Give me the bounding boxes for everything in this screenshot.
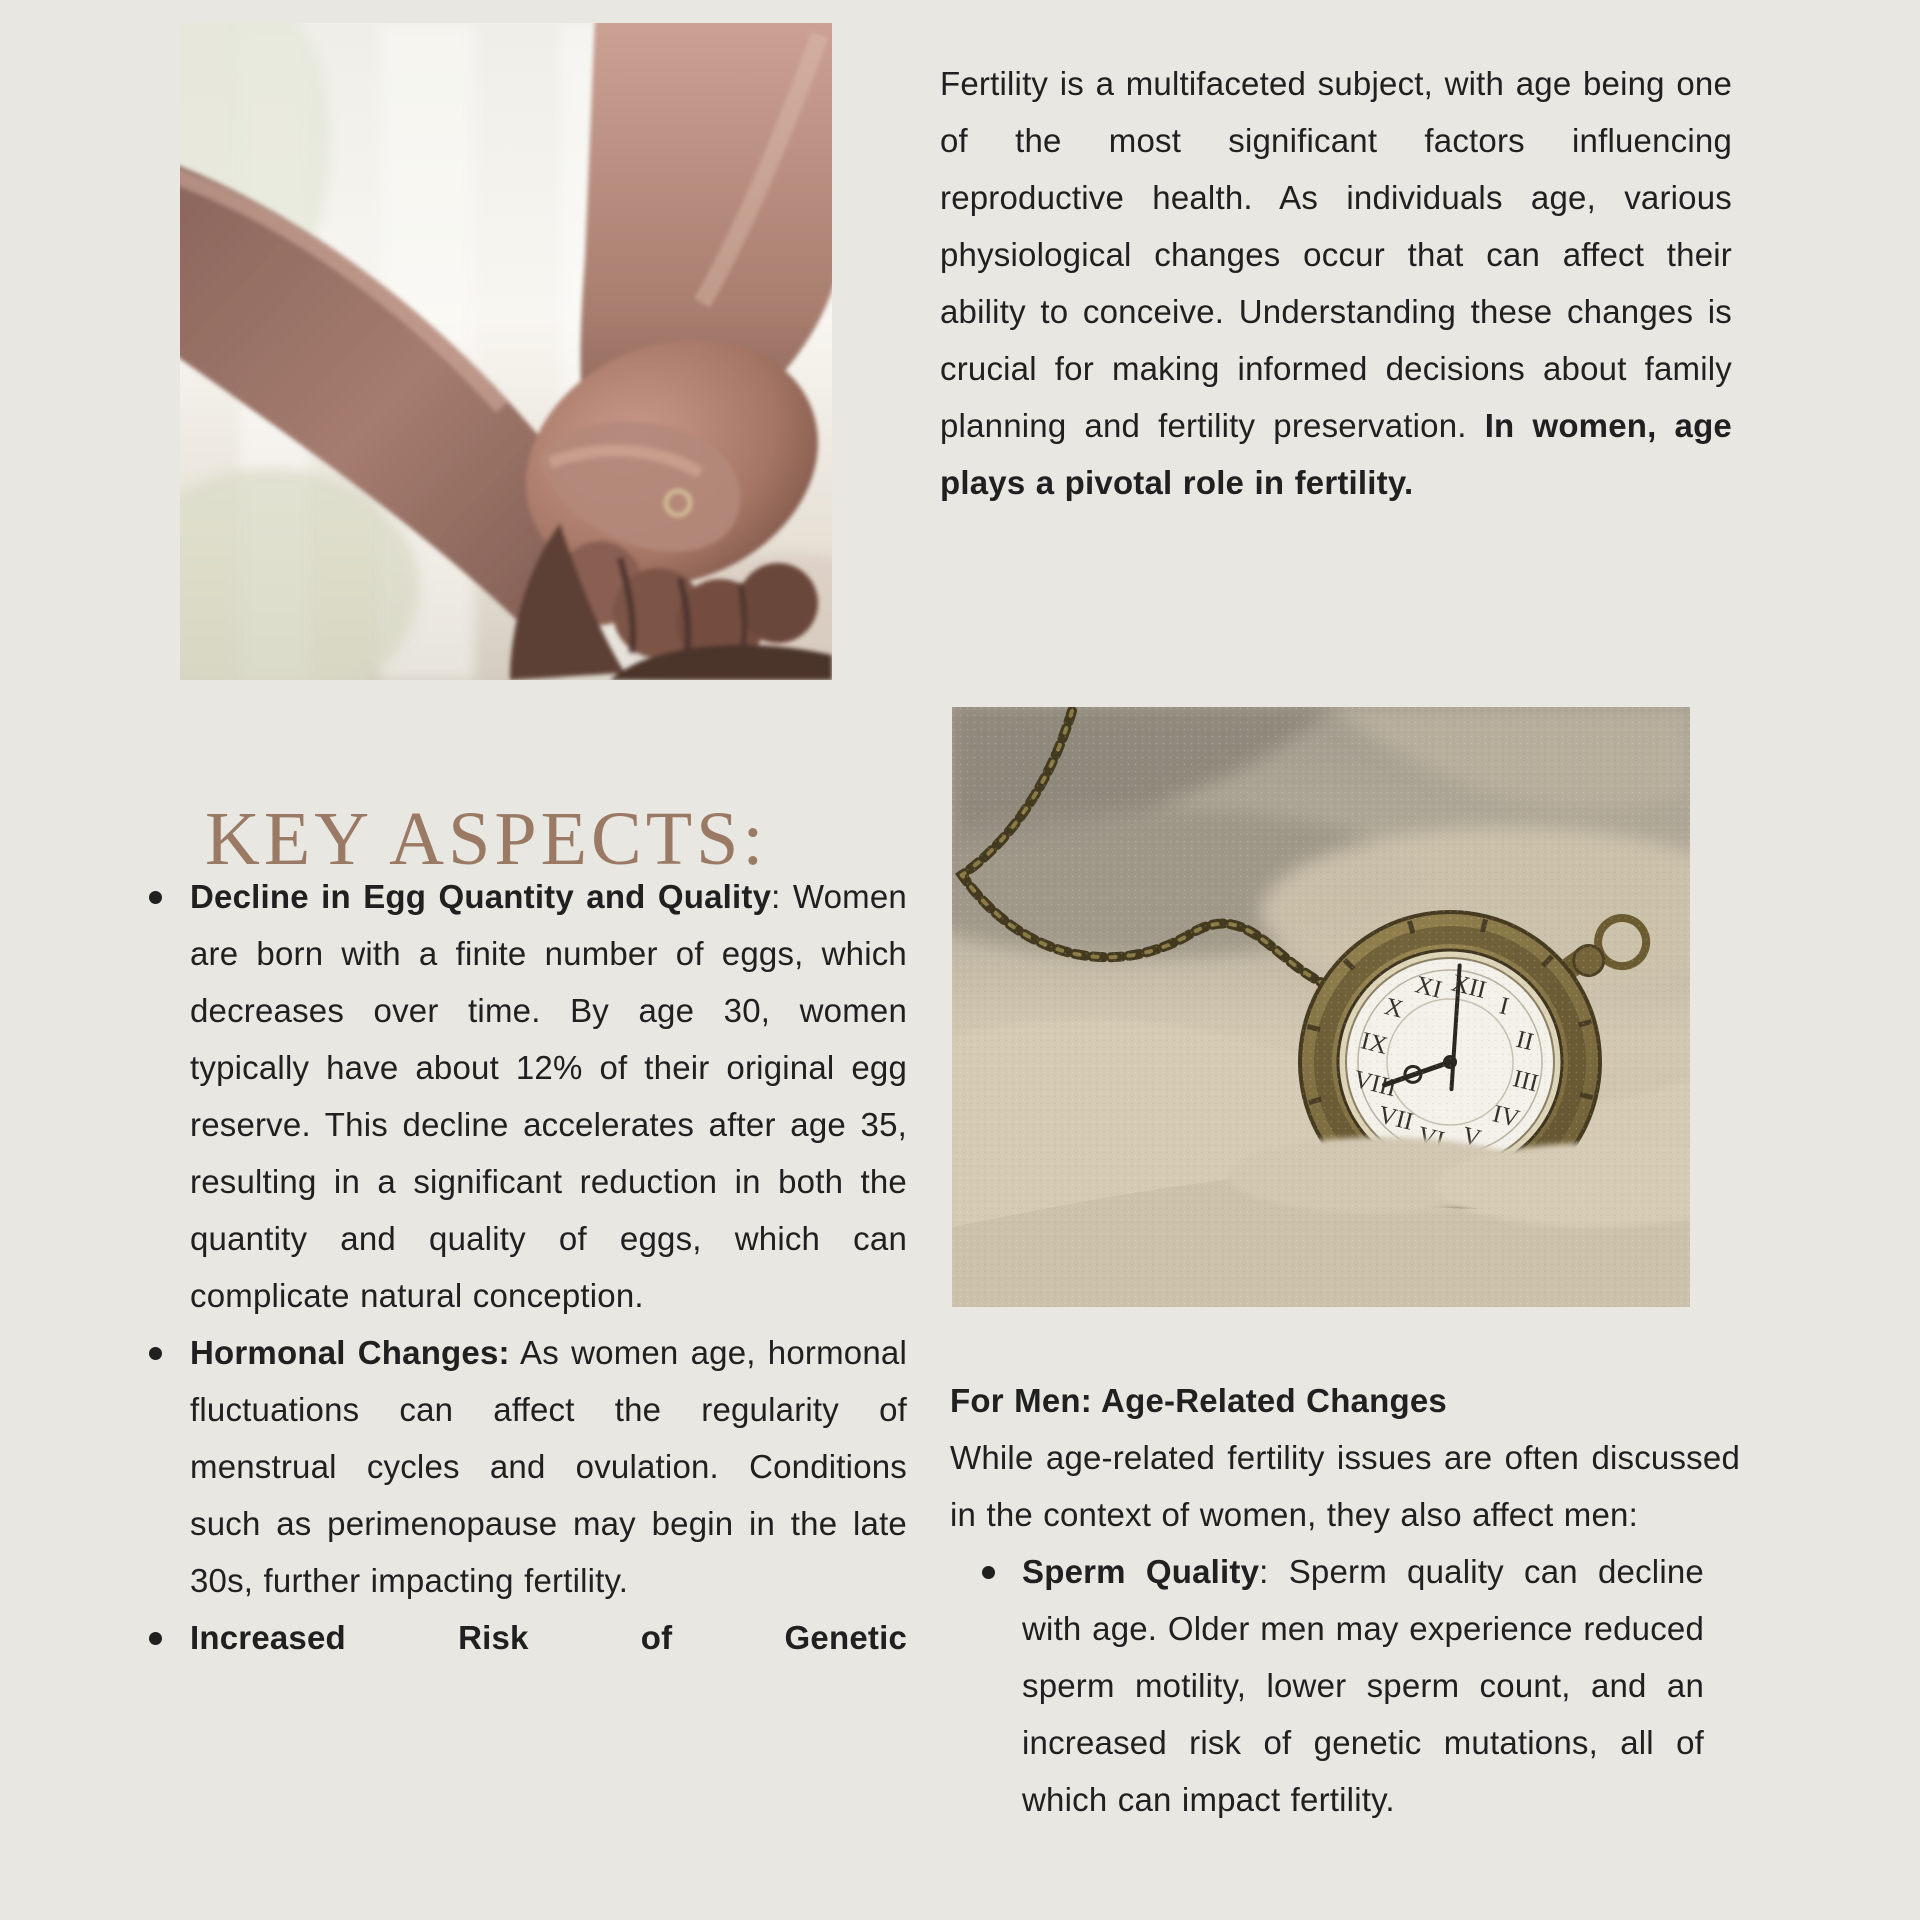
holding-hands-photo [180, 23, 832, 680]
bullet-lead: Hormonal Changes: [190, 1334, 510, 1371]
bullet-lead: Sperm Quality [1022, 1553, 1260, 1590]
bullet-body: Women are born with a finite number of eggs, which decreases over time. By age 30, women typically have about 12% of their original egg reserve. This decline accelerates after age 35, resulting in a significant reduction in both the quantity and quality of eggs, which can complicate natural conception. [190, 878, 907, 1314]
intro-regular-text: Fertility is a multifaceted subject, with age being one of the most significant factors influencing reproductive health. As individuals age, various physiological changes occur that can affect their ability to conceive. Understanding these changes is crucial for making informed decisions about family planning and fertility preservation. [940, 65, 1732, 444]
intro-bold-text: In women, age plays a pivotal role in fertility. [940, 407, 1732, 501]
list-item [145, 1609, 907, 1666]
men-section-intro: While age-related fertility issues are often discussed in the context of women, they also affect men: [950, 1439, 1740, 1533]
intro-paragraph [940, 55, 1732, 511]
bullet-sep [510, 1334, 520, 1371]
bullet-body: As women age, hormonal fluctuations can affect the regularity of menstrual cycles and ovulation. Conditions such as perimenopause may begin in the late 30s, further impacting fertility. [190, 1334, 907, 1599]
pocket-watch-illustration [952, 707, 1690, 1307]
bullet-lead: Increased Risk of Genetic [190, 1619, 907, 1656]
list-item [145, 1324, 907, 1609]
men-section-heading: For Men: Age-Related Changes [950, 1382, 1447, 1419]
men-section [950, 1372, 1740, 1828]
bullet-body: Sperm quality can decline with age. Older men may experience reduced sperm motility, lower sperm count, and an increased risk of genetic mutations, all of which can impact fertility. [1022, 1553, 1704, 1818]
pocket-watch-in-sand-photo [952, 707, 1690, 1307]
bullet-lead: Decline in Egg Quantity and Quality [190, 878, 772, 915]
men-bullet-list [982, 1543, 1704, 1828]
bullet-sep: : [771, 878, 793, 915]
list-item [145, 868, 907, 1324]
key-aspects-heading: KEY ASPECTS: [205, 796, 768, 881]
key-aspects-list [145, 868, 907, 1666]
list-item [982, 1543, 1704, 1828]
holding-hands-illustration [180, 23, 832, 680]
bullet-sep: : [1259, 1553, 1289, 1590]
